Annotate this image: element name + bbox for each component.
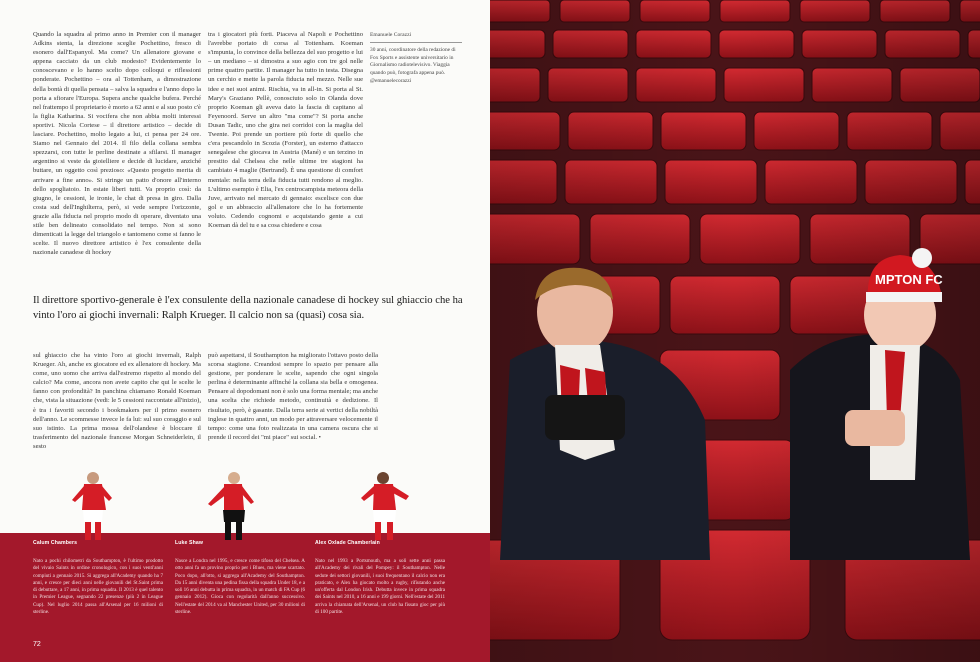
author-bio: 30 anni, coordinatore della redazione di Fox Sports e assistente universitario in Giornalismo radiotelevisivo. Viaggia quando può, fotografa appena può. @emanuelecorazzi	[370, 46, 456, 84]
player-card-chambers	[33, 540, 163, 638]
article-column-1: Quando la squadra al primo anno in Premier con il manager Adkins stenta, la direzione sceglie Pochettino, fresco di esonero dall'Espanyol. Ma come? Un allenatore giovane e appena cacciato da un club modesto? Evidentemente lo conoscevano e lo hanno scelto dopo colloqui e riflessioni ponderate. Pochettino – ora al Tottenham, a dimostrazione della bontà di quella pensata – salva la squadra e l'anno dopo la porta a sfiorare l'Europa. Supera anche qualche bufera. Perché nel frattempo il proprietario è morto a 62 anni e al suo posto c'è la figlia Katharina. Si vociferа che non abbia molti interessi sportivi. Nicola Cortese – il direttore artistico – decide di lasciare. Pochettino, molto legato a lui, ci pensa per 24 ore. Siamo nel Gennaio del 2014. Il filo della collana sembra spezzarsi, con tutte le perline destinate a sfilarsi. Il manager argentino si veste da gioielliere e decide di lucidare, anziché buttare, un oggetto così prezioso: «Questo progetto merita di arrivare a fine anno». Si stringe un patto d'onore all'interno dello spogliatoio. In estate liberi tutti. Va proprio così: da giugno, le cessioni, le ironie, le chat di presa in giro. Dalla costa sud dell'Inghilterra, però, si vede sempre l'orizzonte, grazie alla fiducia nel proprio modo di operare, diventato una stile ben delineato consolidato nel tempo. Non si sono dimenticati la legge del triangolo e tantomeno come si fanno le scelte. Il nuovo direttore artistico è l'ex consulente della nazionale canadese di hockey	[33, 31, 201, 257]
player-card-shaw	[175, 540, 305, 638]
article-column-2: tra i giocatori più forti. Piaceva al Napoli e Pochettino l'avrebbe portato di corsa al Tottenham. Koeman s'impunta, lo convince della bellezza del suo progetto e lui – un mediano – si dimostra a suo agio con tre gol nelle prime quattro partite. Il manager ha tutto in testa. Disegna un cerchio e mette la parola fiducia nel mezzo. Nelle sue idee e nei suoi animi. Rischia, va in all-in. Si porta al St. Mary's Graziano Pellè, conosciuto solo in Olanda dove proprio Koeman gli aveva dato la fascia di capitano al Feyenoord. Serve un altro "ma come"? Si porta anche Dusan Tadic, uno che gira nei corridoi con la maglia del Twente. Poi prende un portiere più forte di quello che c'era pescandolo in Scozia (Forster), un esterno d'attacco senegalese che giocava in Austria (Mané) e un terzino in prestito dal Chelsea che nelle ultime tre stagioni ha cambiato 4 maglie (Bertrand). È una questione di comfort mentale: nella terra della fiducia tutti rendono al meglio. L'ultimo esempio è Elia, l'ex centrocampista meteora della Juve, arrivato nel mercato di gennaio: escelisce con due gol e un abbraccio all'allenatore che lo ha fortemente voluto. Cedendo cognomi e acquistando gente a cui Koeman dà del tu e sa cosa chiedere e cosa	[208, 31, 363, 229]
stadium-seats-photo	[490, 0, 980, 662]
player-name: Calum Chambers	[33, 540, 78, 546]
player-card-oxlade-chamberlain	[315, 540, 445, 638]
player-photo-shaw	[200, 466, 260, 546]
stadium-photo	[490, 0, 980, 662]
pull-quote: Il direttore sportivo-generale è l'ex consulente della nazionale canadese di hockey sul ghiaccio che ha vinto l'oro ai giochi invernali: Ralph Krueger. Il calcio non sa (quasi) cosa sia.	[33, 295, 463, 321]
svg-text:MPTON FC: MPTON FC	[875, 272, 943, 287]
author-box	[370, 32, 462, 86]
player-name: Alex Oxlade Chamberlain	[315, 540, 380, 546]
player-bio: Nato a pochi chilometri da Southampton, è l'ultimo prodotto del vivaio Saints in ordine cronologico, con i suoi venti'anni compiuti a gennaio 2015. Si aggrega all'Academy quando ha 7 anni, e cresce per dieci anni nelle giovanili del St.Saint prima di debuttare, a 17 anni, in prima squadra. Il 2013 è quel talento in Premier League, segnando 22 presenze (più 2 in League Cup). Nel luglio 2014 passa all'Arsenal per 16 milioni di sterline.	[33, 558, 163, 616]
player-photo-oxlade-chamberlain	[355, 466, 415, 546]
player-bio: Nasce a Londra nel 1995, e cresce come tifoso del Chelsea. A otto anni fa un provino proprio per i Blues, ma viene scartato. Poco dopo, all'otto, si aggrega all'Academy del Southampton. Da 15 anni diventa una pedina fissa della squadra Under 18, e a soli 16 anni debutta in prima squadra, in un match di FA Cup (6 gennaio 2012). Gioca con regolarità dall'anno successivo. Nell'estate del 2014 va al Manchester United, per 30 milioni di sterline.	[175, 558, 305, 616]
player-bio: Nato nel 1993 a Portsmouth, ma a soli sette anni passa all'Academy dei rivali del Pompey: il Southampton. Nelle sedute dei settori giovanili, i suoi frequentano il calcio non era praticato, e Alex ha giocato molto a rugby, rifiutando anche un'offerta dal London Irish. Debutta invece in prima squadra dei Saints nel 2010, a 16 anni e 199 giorni. Nell'estate del 2011 arriva la chiamata dell'Arsenal, un club ha fissato gioc per più di 100 partite.	[315, 558, 445, 616]
author-name: Emanuele Corazzi	[370, 32, 462, 43]
player-name: Luke Shaw	[175, 540, 203, 546]
article-column-4: può aspettarsi, il Southampton ha migliorato l'ottavo posto della scorsa stagione. Creandosi sempre lo spazio per pensare alla gestione, per ponderare le scelte, sapendo che ogni singola perlina è determinante affinché la collana sia bella e omogenea. Pensare al dopodomani non è solo una forma mentale; ma anche una scelta che richiede metodo, continuità e dedizione. Il risultato, però, è gasante. Dalla terra serie ai vertici della nobiltà inglese in quattro anni, un modo per attraversare velocemente il tempo: come una foto realizzata in una camera oscura che si prende il record dei "mi piace" sui social. •	[208, 352, 378, 441]
article-column-3: sul ghiaccio che ha vinto l'oro ai giochi invernali, Ralph Krueger. Ah, anche ex giocatore ed ex allenatore di hockey. Ma come, uno uomo che arriva dall'estremo rispetto al mondo del calcio? Ma come, ancora non avete capito che qui le scelte le fanno con profondità? In panchina chiamano Ronald Koeman che, vista la situazione (vedi: le 5 cessioni raccontate all'inizio), è tra i favoriti secondo i bookmakers per il primo esonero dell'anno. Le scommesse invece le fa lui: sul suo coraggio e sul suo istinto. La prima mossa dell'olandese è bloccare il trasferimento del nazionale francese Morgan Schneiderlein, il sesto	[33, 352, 201, 450]
player-photo-chambers	[62, 466, 122, 546]
page-number: 72	[33, 641, 41, 648]
